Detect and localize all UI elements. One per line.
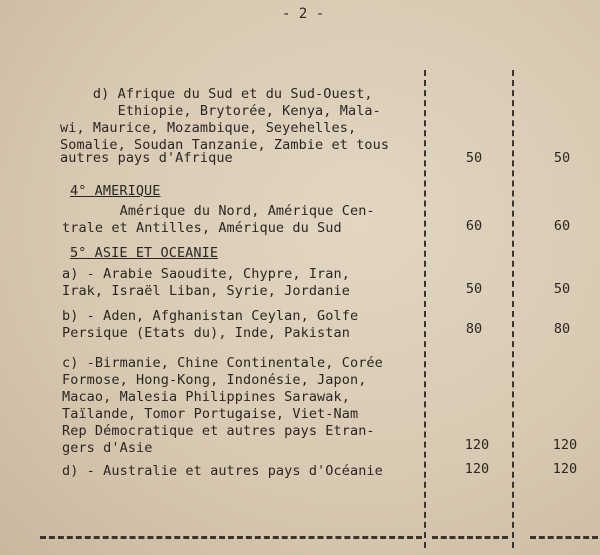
entry-amerique-line-2: trale et Antilles, Amérique du Sud <box>62 220 342 236</box>
entry-asie-c-line-3: Macao, Malesia Philippines Sarawak, <box>62 389 350 405</box>
entry-amerique-line-1: Amérique du Nord, Amérique Cen- <box>62 203 375 219</box>
asie-b-value-col2: 80 <box>553 321 571 337</box>
column-separator-1 <box>424 70 426 548</box>
asie-a-value-col2: 50 <box>553 281 571 297</box>
entry-asie-c-line-2: Formose, Hong-Kong, Indonésie, Japon, <box>62 372 367 388</box>
page-number: - 2 - <box>282 6 325 22</box>
entry-africa-line-4: Somalie, Soudan Tanzanie, Zambie et tous <box>60 137 390 153</box>
entry-asie-d-line-1: d) - Australie et autres pays d'Océanie <box>62 463 383 479</box>
asie-c-value-col1: 120 <box>464 437 490 453</box>
entry-asie-c-line-1: c) -Birmanie, Chine Continentale, Corée <box>62 355 383 371</box>
amerique-value-col1: 60 <box>465 218 483 234</box>
entry-asie-c-line-6: gers d'Asie <box>62 440 153 456</box>
column-separator-2 <box>512 70 514 548</box>
entry-africa-line-1: d) Afrique du Sud et du Sud-Ouest, <box>60 86 373 102</box>
asie-c-value-col2: 120 <box>552 437 578 453</box>
africa-value-col2: 50 <box>553 150 571 166</box>
bottom-rule-col1 <box>432 536 508 539</box>
entry-africa-line-2: Ethiopie, Brytorée, Kenya, Mala- <box>60 103 381 119</box>
asie-b-value-col1: 80 <box>465 321 483 337</box>
amerique-value-col2: 60 <box>553 218 571 234</box>
entry-asie-c-line-5: Rep Démocratique et autres pays Etran- <box>62 423 375 439</box>
entry-asie-a-line-2: Irak, Israël Liban, Syrie, Jordanie <box>62 283 350 299</box>
section-heading-amerique: 4° AMERIQUE <box>70 183 161 199</box>
section-heading-asie-oceanie: 5° ASIE ET OCEANIE <box>70 245 219 261</box>
entry-asie-b-line-2: Persique (Etats du), Inde, Pakistan <box>62 325 350 341</box>
entry-asie-b-line-1: b) - Aden, Afghanistan Ceylan, Golfe <box>62 308 359 324</box>
bottom-rule-col2 <box>530 536 598 539</box>
bottom-rule-text <box>40 536 422 539</box>
asie-d-value-col2: 120 <box>552 461 578 477</box>
entry-africa-line-5: autres pays d'Afrique <box>60 150 233 166</box>
entry-asie-a-line-1: a) - Arabie Saoudite, Chypre, Iran, <box>62 266 350 282</box>
entry-asie-c-line-4: Taïlande, Tomor Portugaise, Viet-Nam <box>62 406 359 422</box>
africa-value-col1: 50 <box>465 150 483 166</box>
asie-a-value-col1: 50 <box>465 281 483 297</box>
entry-africa-line-3: wi, Maurice, Mozambique, Seyehelles, <box>60 120 357 136</box>
asie-d-value-col1: 120 <box>464 461 490 477</box>
